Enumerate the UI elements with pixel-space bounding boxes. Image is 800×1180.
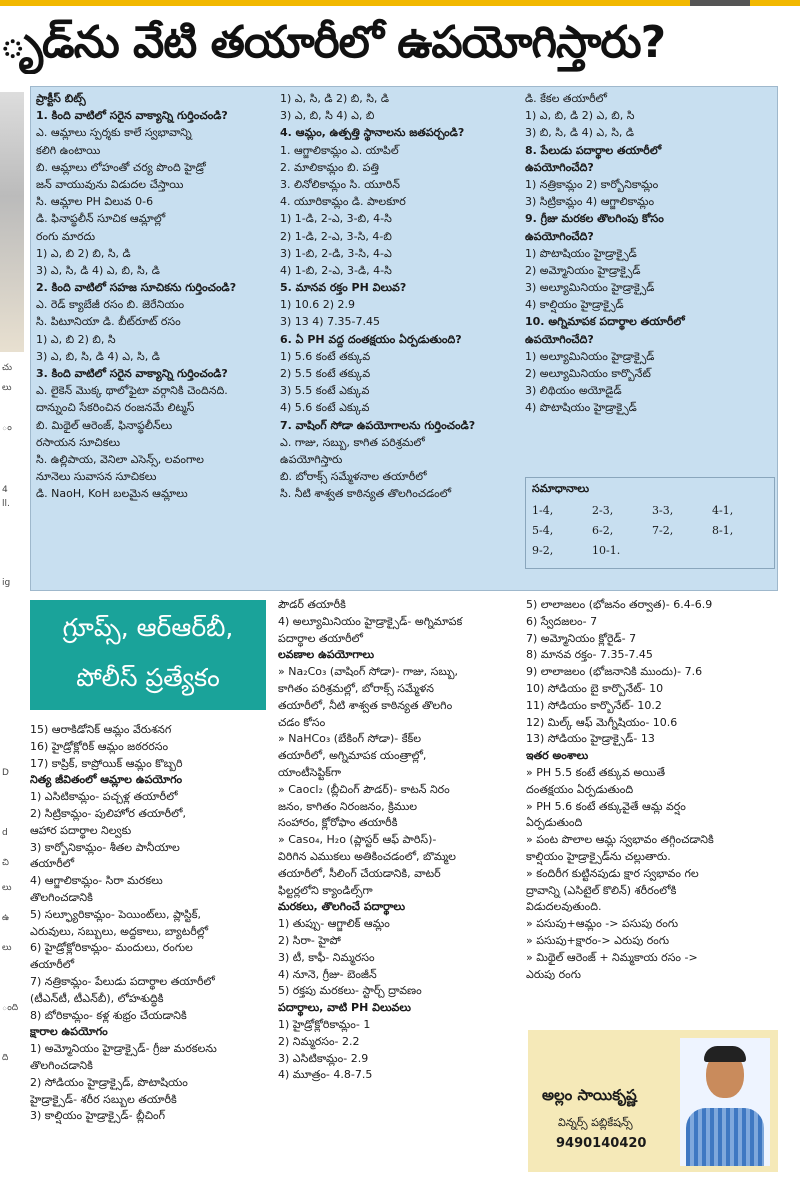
text-line: 1) 1-డి, 2-ఎ, 3-బి, 4-సి — [280, 212, 392, 226]
text-line: ఫిల్టర్లలోని క్యాండిల్స్‌గా — [278, 883, 373, 897]
text-line: తొలగించడానికి — [30, 890, 93, 904]
text-line: 3) ఎసిటికామ్లం- 2.9 — [278, 1051, 369, 1065]
text-line: ఎరువులు, సబ్బులు, అద్దకాలు, బ్యాటరీల్లో — [30, 924, 209, 938]
text-line: సి. పిటూనియా డి. బీట్‌రూట్ రసం — [36, 315, 181, 329]
text-line: బి. మిథైల్ ఆరెంజ్, ఫినాప్థలీన్‌లు — [36, 418, 173, 432]
answer: 2-3, — [592, 504, 614, 517]
text-line: 1. ఆగ్జాలికామ్లం ఎ. యాపిల్ — [280, 143, 399, 157]
author-card — [528, 1030, 778, 1172]
text-line: ఏర్పడుతుంది — [526, 816, 583, 830]
text-line: 6) హైడ్రోక్లోరికామ్లం- మందులు, రంగుల — [30, 941, 193, 955]
cropped-text: d — [2, 828, 8, 838]
answer: 10-1. — [592, 544, 621, 557]
text-line: 3) ఎ, బి, సి 4) ఎ, బి — [280, 109, 375, 123]
answer: 5-4, — [532, 524, 554, 537]
left-cropped-column — [0, 92, 24, 1172]
section-heading: 4. ఆమ్లం, ఉత్పత్తి స్థానాలను జతపర్చండి? — [280, 126, 465, 140]
text-line: 3) ఎ, బి, సి, డి 4) ఎ, సి, డి — [36, 349, 160, 363]
answer: 7-2, — [652, 524, 674, 537]
cropped-text: ig — [2, 578, 11, 588]
text-line: ఎ. ఆమ్లాలు స్పర్శకు కాలే స్వభావాన్ని — [36, 126, 192, 140]
text-line: » మిథైల్ ఆరెంజ్ + నిమ్మకాయ రసం -> — [526, 950, 698, 964]
answers-row — [532, 504, 772, 517]
text-line: » పసుపు+ఆమ్లం -> పసుపు రంగు — [526, 917, 679, 931]
text-line: (టీఎన్‌టీ, టీఎన్‌బీ), లోహశుద్ధికి — [30, 991, 164, 1005]
text-line: 1) అమ్మోనియం హైడ్రాక్సైడ్- గ్రీజు మరకలను — [30, 1042, 217, 1056]
practice-column-3 — [525, 90, 775, 417]
author-phone: 9490140420 — [556, 1136, 647, 1151]
text-line: » PH 5.6 కంటే తక్కువైతే ఆమ్ల వర్షం — [526, 799, 686, 813]
section-heading: 7. వాషింగ్ సోడా ఉపయోగాలను గుర్తించండి? — [280, 418, 476, 432]
cropped-text: లు — [2, 383, 12, 393]
text-line: నూనెలు సువాసన సూచికలు — [36, 470, 157, 484]
text-line: 1) ఎ, బి 2) బి, సి, డి — [36, 246, 131, 260]
text-line: 2) 1-డి, 2-ఎ, 3-సి, 4-బి — [280, 229, 392, 243]
text-line: 1) ఎ, సి, డి 2) బి, సి, డి — [280, 92, 390, 105]
text-line: 8) బోరికామ్లం- కళ్ల శుభ్రం చేయడానికి — [30, 1008, 187, 1022]
text-line: 2. మాలికామ్లం బి. పత్తి — [280, 160, 380, 174]
text-line: తయారీలో, నీటి శాశ్వత కాఠిన్యత తొలగిం — [278, 698, 453, 712]
text-line: 3) కాల్షియం హైడ్రాక్సైడ్- బ్లీచింగ్ — [30, 1109, 166, 1123]
text-line: 5) లాలాజలం (భోజనం తర్వాత)- 6.4-6.9 — [526, 598, 713, 611]
section-heading: నిత్య జీవితంలో ఆమ్లాల ఉపయోగం — [30, 773, 183, 787]
text-line: డి. కేకల తయారీలో — [525, 92, 607, 105]
text-line: దంతక్షయం ఏర్పడుతుంది — [526, 782, 634, 796]
text-line: జన్ వాయువును విడుదల చేస్తాయి — [36, 177, 184, 191]
text-line: 2) 5.5 కంటే తక్కువ — [280, 367, 371, 380]
text-line: తయారీలో, సీలింగ్ చేయడానికి, వాటర్ — [278, 866, 441, 880]
text-line: 7) నత్రికామ్లం- పేలుడు పదార్థాల తయారీలో — [30, 974, 215, 988]
photo-shirt — [686, 1108, 764, 1166]
cropped-text: ఉ — [2, 913, 10, 923]
text-line: 13) సోడియం హైడ్రాక్సైడ్- 13 — [526, 732, 655, 746]
answer: 4-1, — [712, 504, 734, 517]
text-line: సి. ఆమ్లాల PH విలువ 0-6 — [36, 195, 154, 209]
text-line: సంహారం, క్లోరోఫాం తయారీకి — [278, 816, 398, 830]
text-line: ఎ. లైకెన్ మొక్క థాలోఫైటా వర్గానికి చెందినది. — [36, 384, 228, 398]
section-heading: 10. అగ్నిమాపక పదార్థాల తయారీలో — [525, 315, 685, 329]
text-line: 9) లాలాజలం (భోజనానికి ముందు)- 7.6 — [526, 665, 703, 679]
answer: 1-4, — [532, 504, 554, 517]
text-line: తయారీలో — [30, 857, 75, 871]
text-line: 2) అల్యూమినియం కార్బొనేట్ — [525, 367, 651, 380]
text-line: 4) పొటాషియం హైడ్రాక్సైడ్ — [525, 401, 637, 415]
page-headline: ృడ్‌ను వేటి తయారీలో ఉపయోగిస్తారు? — [0, 17, 666, 68]
text-line: ఆహార పదార్థాల నిల్వకు — [30, 823, 132, 837]
section-heading: మరకలు, తొలగించే పదార్థాలు — [278, 900, 406, 914]
text-line: 4) నూనె, గ్రీజు- బెంజీన్ — [278, 967, 377, 981]
text-line: సి. ఉల్లిపాయ, వెనిలా ఎసెన్స్, లవంగాల — [36, 452, 204, 466]
text-line: కాగితం పరిశ్రమల్లో, బోరాక్స్ సమ్మేళన — [278, 681, 434, 695]
text-line: 1) అల్యూమినియం హైడ్రాక్సైడ్ — [525, 349, 655, 363]
lower-middle-column — [278, 597, 522, 1084]
top-dark-tab — [690, 0, 750, 6]
text-line: 1) పొటాషియం హైడ్రాక్సైడ్ — [525, 246, 637, 260]
cropped-text: లు — [2, 883, 12, 893]
text-line: 17) కాప్రిక్, కాప్రోయిక్ ఆమ్లం కొబ్బరి — [30, 756, 183, 770]
text-line: 3) అల్యూమినియం హైడ్రాక్సైడ్ — [525, 281, 655, 295]
text-line: 3. లినోలికామ్లం సి. యూరిన్ — [280, 177, 400, 191]
answers-box — [525, 477, 775, 569]
text-line: డి. NaoH, KoH బలమైన ఆమ్లాలు — [36, 487, 188, 501]
text-line: 3) 13 4) 7.35-7.45 — [280, 315, 381, 329]
text-line: విడుదలవుతుంది. — [526, 900, 602, 914]
text-line: పౌడర్ తయారీకి — [278, 598, 346, 611]
cropped-text: D — [2, 768, 9, 778]
lower-left-column — [30, 722, 270, 1125]
text-line: » NaHCo₃ (బేకింగ్ సోడా)- కేక్‌ల — [278, 732, 422, 746]
text-line: 4) మూత్రం- 4.8-7.5 — [278, 1068, 373, 1082]
section-heading: ఇతర అంశాలు — [526, 749, 589, 763]
text-line: విరిగిన ఎముకలు అతికించడంలో, బొమ్మల — [278, 849, 456, 863]
text-line: ఎ. రెడ్ క్యాబేజీ రసం బి. జెరేనియం — [36, 298, 185, 312]
text-line: 5) రక్తపు మరకలు- స్టార్చ్ ద్రావణం — [278, 984, 422, 998]
text-line: 2) సిరా- హైపో — [278, 933, 341, 947]
text-line: తయారీలో — [30, 958, 75, 972]
answers-title: సమాధానాలు — [532, 482, 590, 495]
section-heading: 9. గ్రీజు మరకల తొలగింపు కోసం — [525, 212, 664, 226]
text-line: డి. ఫినాప్థలీన్ సూచిక ఆమ్లాల్లో — [36, 212, 166, 226]
cropped-text: చి — [2, 858, 9, 868]
lower-right-column — [526, 597, 780, 983]
text-line: 1) తుప్పు- ఆగ్జాలిక్ ఆమ్లం — [278, 917, 390, 931]
text-line: 4. యూరికామ్లం డి. పాలకూర — [280, 195, 406, 209]
text-line: » కందిరీగ కుట్టినపుడు క్షార స్వభావం గల — [526, 866, 699, 880]
text-line: బి. బోరాక్స్ సమ్మేళనాల తయారీలో — [280, 470, 427, 484]
text-line: 1) హైడ్రోక్లోరికామ్లం- 1 — [278, 1017, 371, 1031]
text-line: తొలగించడానికి — [30, 1058, 93, 1072]
text-line: » పసుపు+క్షారం-> ఎరుపు రంగు — [526, 933, 670, 947]
text-line: 7) అమ్మోనియం క్లోరైడ్- 7 — [526, 631, 637, 645]
section-heading: 1. కింది వాటిలో సరైన వాక్యాన్ని గుర్తించండి? — [36, 109, 228, 123]
cropped-text: ది — [2, 1053, 9, 1063]
text-line: » Na₂Co₃ (వాషింగ్ సోడా)- గాజు, సబ్బు, — [278, 665, 459, 679]
text-line: 3) సిట్రికామ్లం 4) ఆగ్జాలికామ్లం — [525, 195, 655, 209]
text-line: రసాయన సూచికలు — [36, 435, 121, 449]
text-line: 2) నిమ్మరసం- 2.2 — [278, 1034, 360, 1048]
text-line: 3) 1-బి, 2-డి, 3-సి, 4-ఎ — [280, 246, 392, 260]
text-line: 3) లిథియం అయోడైడ్ — [525, 384, 622, 398]
text-line: దాన్నుంచి సేకరించిన రంజనమే లిట్మస్ — [36, 401, 195, 415]
text-line: 3) బి, సి, డి 4) ఎ, సి, డి — [525, 126, 635, 140]
text-line: » PH 5.5 కంటే తక్కువ అయితే — [526, 765, 666, 779]
text-line: » పంట పొలాల ఆమ్ల స్వభావం తగ్గించడానికి — [526, 833, 714, 847]
text-line: ద్రావాన్ని (ఎసిటైల్ కొలిన్) శరీరంలోకి — [526, 883, 677, 897]
section-heading: 6. ఏ PH వద్ద దంతక్షయం ఏర్పడుతుంది? — [280, 332, 462, 346]
text-line: 1) 5.6 కంటే తక్కువ — [280, 349, 371, 363]
cropped-text: ం — [2, 423, 12, 433]
section-heading: ఉపయోగించేది? — [525, 229, 594, 243]
text-line: 1) ఎసిటికామ్లం- పచ్చళ్ల తయారీలో — [30, 790, 178, 804]
top-color-bar — [0, 0, 800, 6]
practice-column-1 — [36, 90, 276, 503]
text-line: ఉపయోగిస్తారు — [280, 452, 343, 466]
text-line: 4) 1-బి, 2-ఎ, 3-డి, 4-సి — [280, 263, 392, 277]
text-line: 12) మిల్క్ ఆఫ్ మెగ్నీషియం- 10.6 — [526, 715, 678, 729]
text-line: 1) ఎ, బి 2) బి, సి — [36, 332, 116, 346]
cropped-text: ll. — [2, 499, 10, 509]
text-line: 2) సోడియం హైడ్రాక్సైడ్, పొటాషియం — [30, 1075, 188, 1089]
text-line: 11) సోడియం కార్బొనేట్- 10.2 — [526, 698, 662, 712]
text-line: 3) కార్బోనికామ్లం- శీతల పానీయాల — [30, 840, 180, 854]
text-line: 16) హైడ్రోక్లోరిక్ ఆమ్లం జఠరరసం — [30, 739, 169, 753]
practice-column-2 — [280, 90, 520, 503]
answers-row — [532, 524, 772, 537]
section-heading: 8. పేలుడు పదార్థాల తయారీలో — [525, 143, 662, 157]
cropped-text: చు — [2, 363, 12, 373]
section-heading: ఉపయోగించేది? — [525, 160, 594, 174]
text-line: 3) 5.5 కంటే ఎక్కువ — [280, 384, 370, 398]
banner-line-1: గ్రూప్స్, ఆర్ఆర్‌బీ, — [62, 613, 234, 642]
text-line: 15) ఆరాకిడోనిక్ ఆమ్లం వేరుశనగ — [30, 723, 172, 736]
text-line: చడం కోసం — [278, 715, 326, 729]
text-line: 3) ఎ, సి, డి 4) ఎ, బి, సి, డి — [36, 263, 160, 277]
author-photo — [680, 1038, 770, 1166]
section-heading: ప్రాక్టీస్ బిట్స్ — [36, 92, 86, 105]
text-line: 4) ఆగ్జాలికామ్లం- సిరా మరకలు — [30, 874, 163, 888]
section-heading: 2. కింది వాటిలో సహజ సూచికను గుర్తించండి? — [36, 281, 237, 295]
answer: 9-2, — [532, 544, 554, 557]
cropped-text: ంది — [2, 1003, 19, 1013]
section-heading: 3. కింది వాటిలో సరైన వాక్యాన్ని గుర్తించండి? — [36, 367, 228, 380]
answer: 3-3, — [652, 504, 674, 517]
section-heading: క్షారాల ఉపయోగం — [30, 1025, 108, 1039]
cropped-photo — [0, 92, 24, 352]
photo-hair — [704, 1046, 746, 1062]
text-line: 3) టీ, కాఫీ- నిమ్మరసం — [278, 950, 375, 964]
answer: 6-2, — [592, 524, 614, 537]
text-line: కాల్షియం హైడ్రాక్సైడ్‌ను చల్లుతారు. — [526, 849, 671, 863]
text-line: సి. నీటి శాశ్వత కాఠిన్యత తొలగించడంలో — [280, 487, 452, 501]
banner-line-2: పోలీస్ ప్రత్యేకం — [76, 663, 220, 692]
text-line: 1) 10.6 2) 2.9 — [280, 298, 356, 312]
text-line: 4) అల్యూమినియం హైడ్రాక్సైడ్- అగ్నిమాపక — [278, 614, 463, 628]
text-line: ఎరుపు రంగు — [526, 967, 581, 981]
text-line: కలిగి ఉంటాయి — [36, 143, 101, 157]
author-publisher: విన్నర్స్ పబ్లికేషన్స్ — [558, 1116, 633, 1129]
text-line: యాంటీసెప్టిక్‌గా — [278, 765, 342, 779]
text-line: 8) మానవ రక్తం- 7.35-7.45 — [526, 648, 653, 662]
text-line: పదార్థాల తయారీలో — [278, 631, 363, 645]
text-line: 2) అమ్మోనియం హైడ్రాక్సైడ్ — [525, 263, 641, 277]
cropped-text: లు — [2, 943, 12, 953]
section-heading: లవణాల ఉపయోగాలు — [278, 648, 375, 662]
text-line: తయారీలో, అగ్నిమాపక యంత్రాల్లో, — [278, 749, 427, 763]
text-line: 4) కాల్షియం హైడ్రాక్సైడ్ — [525, 298, 624, 312]
section-heading: పదార్థాలు, వాటి PH విలువలు — [278, 1001, 411, 1015]
text-line: ఎ. గాజు, సబ్బు, కాగిత పరిశ్రమలో — [280, 435, 425, 449]
answer: 8-1, — [712, 524, 734, 537]
text-line: » Caocl₂ (బ్లీచింగ్ పౌడర్)- కాటన్ నిరం — [278, 782, 450, 796]
text-line: 5) సల్ఫ్యూరికామ్లం- పెయింట్‌లు, ప్లాస్టిక్, — [30, 907, 201, 921]
text-line: » Caso₄, H₂o (ప్లాస్టర్ ఆఫ్ పారిస్)- — [278, 833, 437, 847]
text-line: హైడ్రాక్సైడ్- శరీర సబ్బుల తయారీకి — [30, 1092, 177, 1106]
text-line: జనం, కాగితం నిరంజనం, క్రిముల — [278, 799, 418, 813]
text-line: 6) స్వేదజలం- 7 — [526, 614, 598, 628]
text-line: రంగు మారదు — [36, 229, 96, 243]
answers-row — [532, 544, 652, 557]
text-line: 1) నత్రికామ్లం 2) కార్బోనికామ్లం — [525, 177, 659, 191]
special-banner — [30, 600, 266, 710]
text-line: 2) సిట్రికామ్లం- పులిహోర తయారీలో, — [30, 806, 186, 820]
text-line: 1) ఎ, బి, డి 2) ఎ, బి, సి — [525, 109, 635, 123]
text-line: బి. ఆమ్లాలు లోహంతో చర్య పొంది హైడ్రో — [36, 160, 206, 174]
cropped-text: 4 — [2, 485, 8, 495]
author-name: అల్లం సాయికృష్ణ — [542, 1086, 637, 1104]
text-line: 4) 5.6 కంటే ఎక్కువ — [280, 401, 370, 415]
section-heading: 5. మానవ రక్తం PH విలువ? — [280, 281, 407, 295]
text-line: 10) సోడియం బై కార్బొనేట్- 10 — [526, 681, 664, 695]
section-heading: ఉపయోగించేది? — [525, 332, 594, 346]
